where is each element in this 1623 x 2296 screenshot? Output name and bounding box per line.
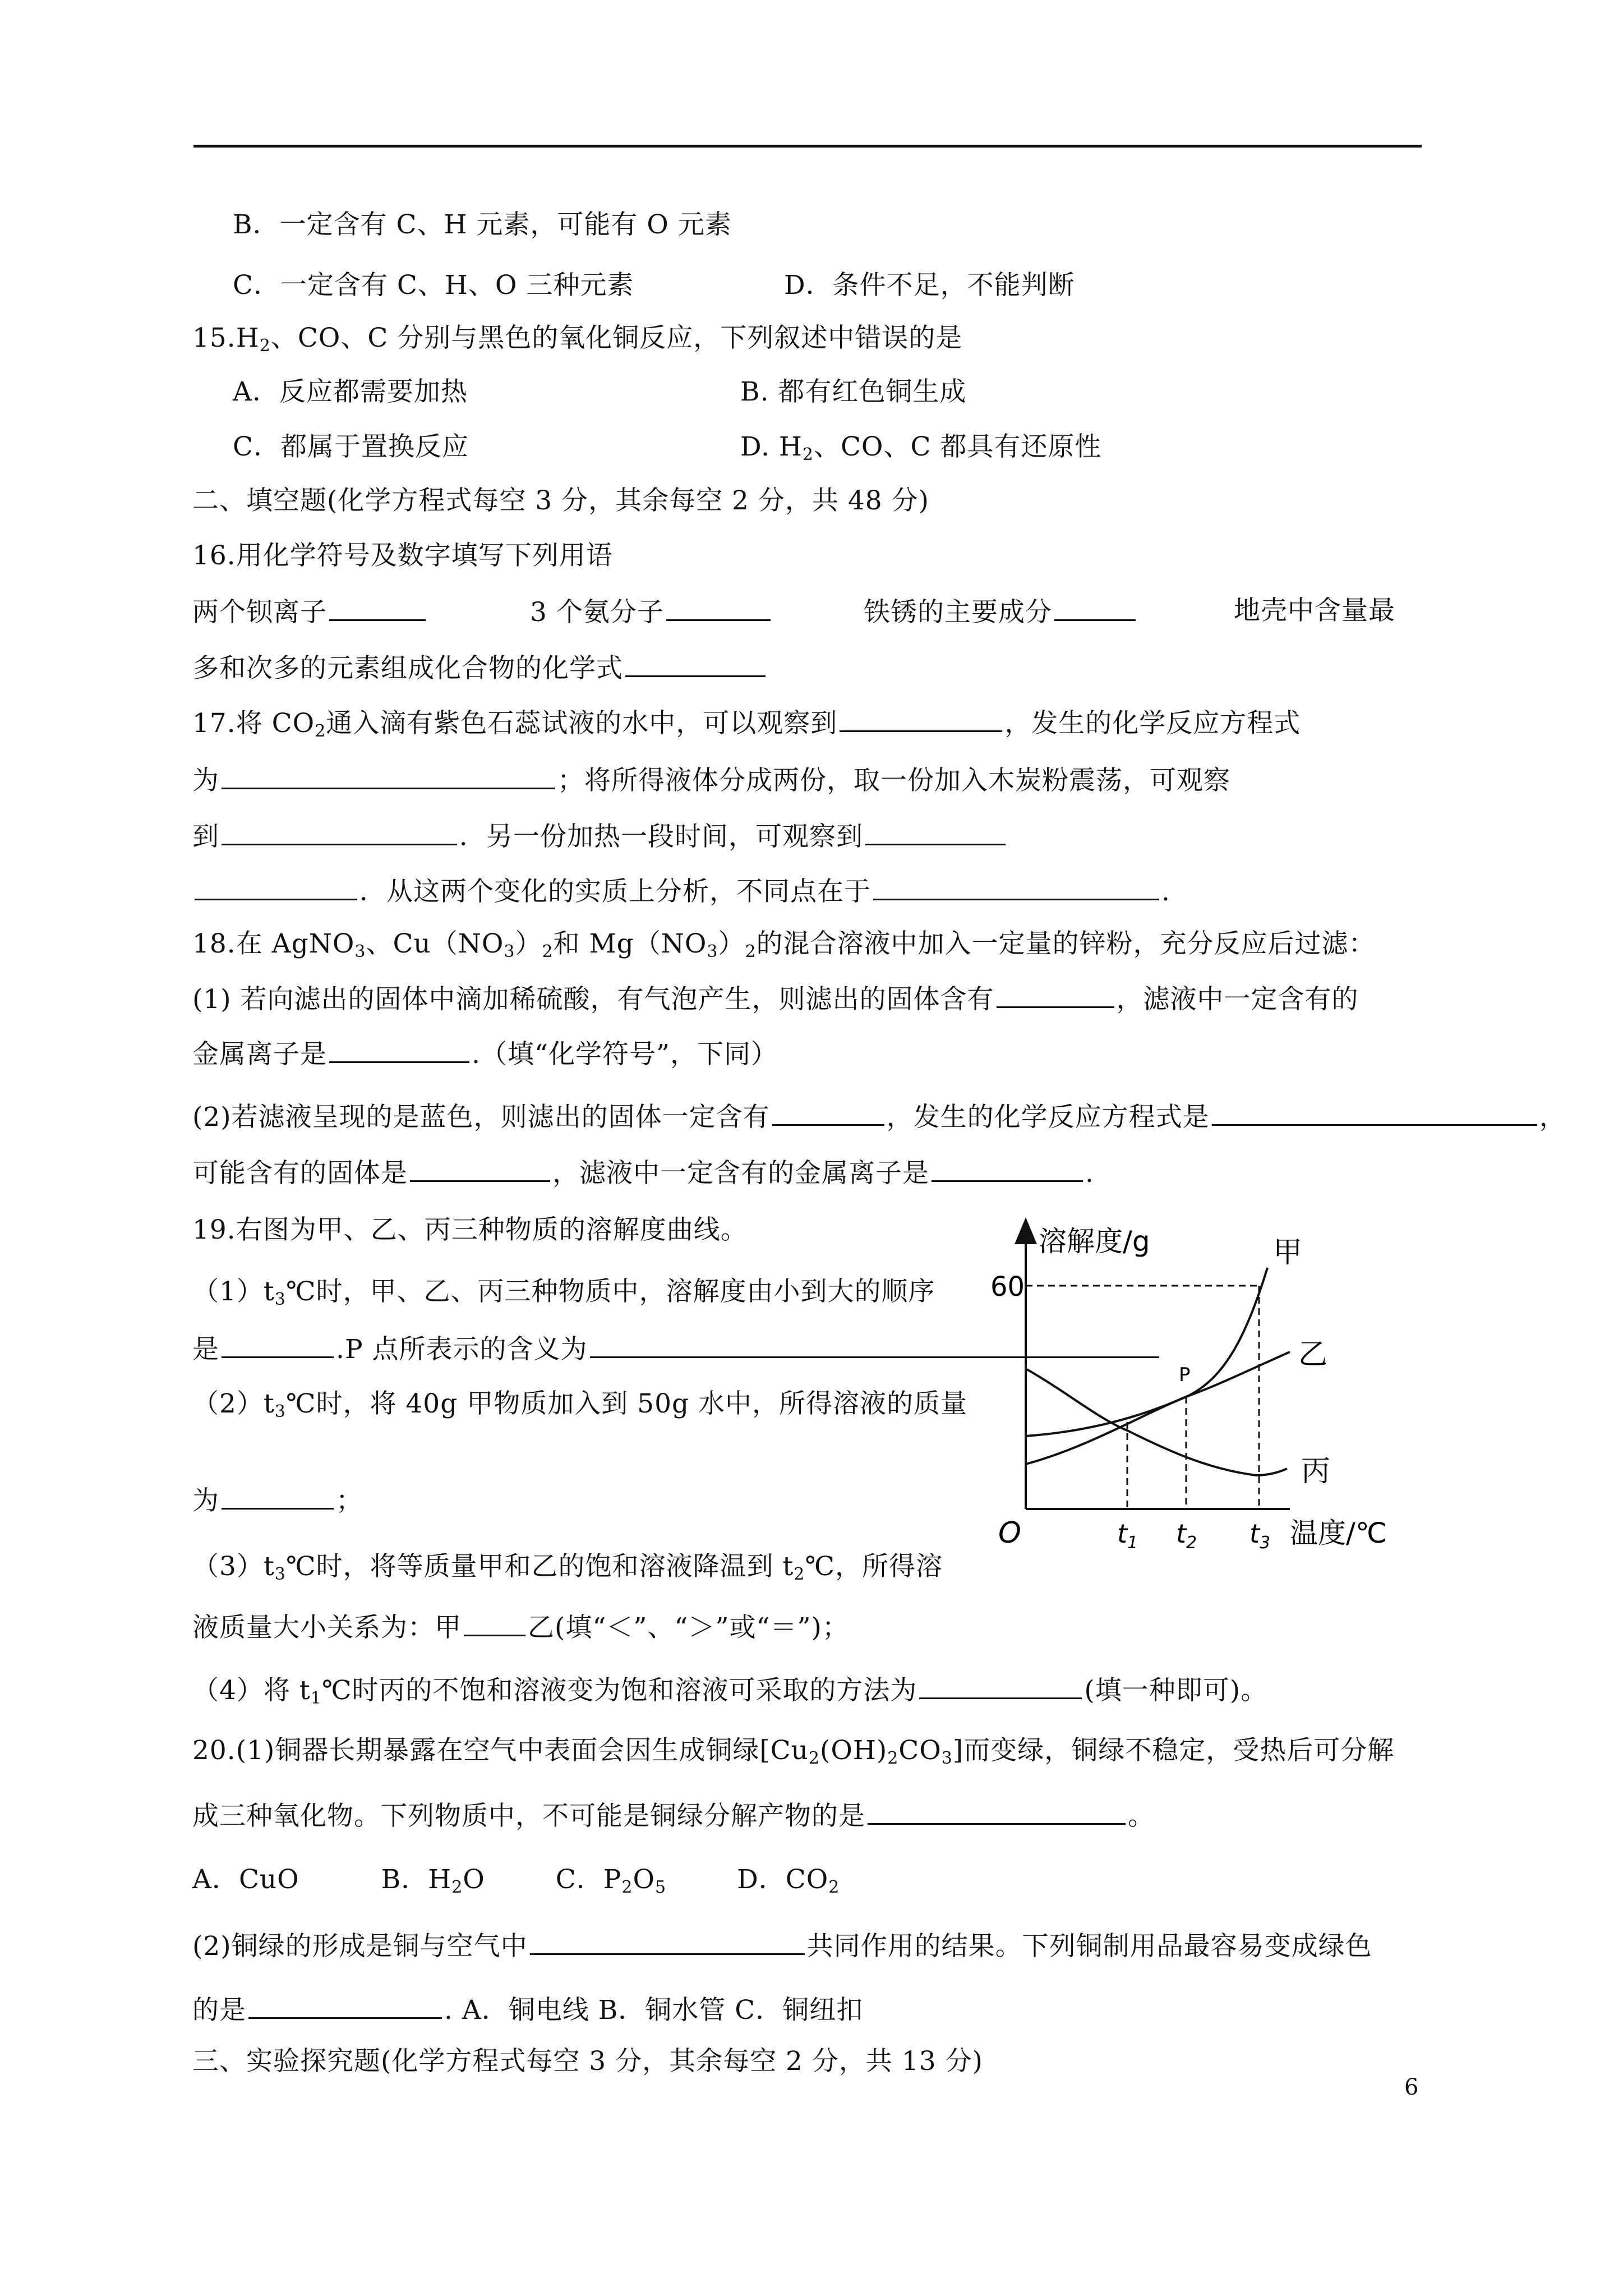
answer-blank[interactable] — [329, 593, 426, 621]
page-number: 6 — [1404, 2074, 1419, 2100]
answer-blank[interactable] — [530, 1927, 805, 1955]
answer-blank[interactable] — [329, 1036, 469, 1063]
q15-option-d: D. $H_2$、CO、C 都具有还原性 — [740, 431, 1102, 464]
q20-options: A．CuO B．$H_2O$ C．$P_2O_5$ D．$CO_2$ — [192, 1864, 840, 1897]
curve-jia — [1026, 1268, 1267, 1436]
answer-blank[interactable] — [222, 818, 457, 845]
solubility-chart — [976, 1212, 1413, 1571]
series-label-bing: 丙 — [1301, 1455, 1331, 1488]
q16-line-2: 多和次多的元素组成化合物的化学式 — [192, 650, 768, 686]
answer-blank[interactable] — [868, 1797, 1126, 1825]
q15-option-c: C．都属于置换反应 — [233, 431, 469, 462]
answer-blank[interactable] — [222, 1482, 334, 1510]
answer-blank[interactable] — [865, 818, 1006, 845]
q17-line-2: 为 ；将所得液体分成两份，取一份加入木炭粉震荡，可观察 — [192, 762, 1230, 798]
q16-item-3: 铁锈的主要成分 — [864, 593, 1138, 630]
header-rule — [193, 145, 1422, 148]
answer-blank[interactable] — [625, 650, 766, 677]
q16-line-1: 两个钡离子 — [192, 593, 428, 630]
q19-part-1-cont: 是 .P 点所表示的含义为 — [192, 1331, 1161, 1367]
q19-part-1: $(1)t_3℃$时，甲、乙、丙三种物质中，溶解度由小到大的顺序 — [192, 1276, 935, 1309]
answer-blank[interactable] — [873, 873, 1159, 900]
q18-part-2: (2)若滤液呈现的是蓝色，则滤出的固体一定含有 ，发生的化学反应方程式是 ， — [192, 1098, 1566, 1135]
answer-blank[interactable] — [464, 1609, 525, 1636]
answer-blank[interactable] — [1054, 593, 1136, 621]
q18-part-2-cont: 可能含有的固体是 ，滤液中一定含有的金属离子是 . — [192, 1154, 1094, 1191]
section-2-heading: 二、填空题(化学方程式每空 3 分，其余每空 2 分，共 48 分) — [192, 485, 929, 516]
q18-part-1: (1) 若向滤出的固体中滴加稀硫酸，有气泡产生，则滤出的固体含有 ，滤液中一定含有的 — [192, 981, 1359, 1017]
series-label-jia: 甲 — [1273, 1236, 1303, 1269]
answer-blank[interactable] — [222, 1331, 334, 1358]
option-c-q14: C．一定含有 C、H、O 三种元素 — [233, 270, 634, 301]
answer-blank[interactable] — [772, 1098, 884, 1126]
q17-line-3: 到 ．另一份加热一段时间，可观察到 — [192, 818, 1008, 854]
question-17: 17.将 $CO_2$通入滴有紫色石蕊试液的水中，可以观察到 ，发生的化学反应方程式 — [192, 705, 1301, 741]
q19-part-2-cont: 为 ； — [192, 1482, 363, 1519]
question-18: 18.在 AgNO$_3$、$Cu(NO_3)_2$和 $Mg(NO_3)_2$的混合溶液中加入一定量的锌粉，充分反应后过滤： — [192, 928, 1376, 961]
answer-blank[interactable] — [997, 981, 1114, 1008]
answer-blank[interactable] — [222, 762, 555, 789]
q15-option-a: A．反应都需要加热 — [233, 376, 468, 407]
q19-part-4: （4）将 $t_1℃$时丙的不饱和溶液变为饱和溶液可采取的方法为 (填一种即可)。 — [192, 1672, 1267, 1708]
x-tick-t3: $t_3$ — [1249, 1519, 1271, 1553]
q16-item-2: 3 个氨分子 — [530, 593, 773, 630]
q20-part-1-cont: 成三种氧化物。下列物质中，不可能是铜绿分解产物的是 。 — [192, 1797, 1155, 1834]
question-19: 19.右图为甲、乙、丙三种物质的溶解度曲线。 — [192, 1214, 748, 1245]
answer-blank[interactable] — [410, 1154, 550, 1182]
x-tick-t2: $t_2$ — [1176, 1519, 1197, 1553]
series-label-yi: 乙 — [1298, 1338, 1328, 1372]
q20-part-2-cont: 的是 . A．铜电线 B．铜水管 C．铜纽扣 — [192, 1991, 863, 2028]
q15-option-b: B. 都有红色铜生成 — [740, 376, 967, 407]
question-16: 16.用化学符号及数字填写下列用语 — [192, 540, 613, 571]
answer-blank[interactable] — [248, 1991, 442, 2019]
q16-item-4: 地壳中含量最 — [1234, 595, 1395, 626]
option-d-q14: D．条件不足，不能判断 — [784, 270, 1075, 301]
y-axis-label: 溶解度/g — [1039, 1225, 1150, 1258]
answer-blank[interactable] — [932, 1154, 1083, 1182]
section-3-heading: 三、实验探究题(化学方程式每空 3 分，其余每空 2 分，共 13 分) — [192, 2046, 983, 2077]
q19-part-3-cont: 液质量大小关系为：甲 乙(填“＜”、“＞”或“＝”)； — [192, 1609, 849, 1645]
point-p-label: P — [1179, 1364, 1191, 1386]
question-15: $15.H_2$、CO、C 分别与黑色的氧化铜反应，下列叙述中错误的是 — [192, 323, 963, 356]
answer-blank[interactable] — [840, 705, 1002, 732]
x-tick-t1: $t_1$ — [1117, 1519, 1138, 1553]
answer-blank[interactable] — [919, 1672, 1082, 1699]
origin-label: O — [998, 1516, 1021, 1550]
answer-blank[interactable] — [195, 873, 357, 900]
x-axis-label: 温度/℃ — [1290, 1517, 1387, 1549]
curve-bing — [1026, 1369, 1287, 1475]
q19-part-3: $(3)t_3℃$时，将等质量甲和乙的饱和溶液降温到 $t_2℃$，所得溶 — [192, 1551, 943, 1584]
q20-part-2: (2)铜绿的形成是铜与空气中 共同作用的结果。下列铜制用品最容易变成绿色 — [192, 1927, 1372, 1964]
q17-line-4: ．从这两个变化的实质上分析，不同点在于 . — [192, 873, 1170, 909]
answer-blank[interactable] — [1212, 1098, 1537, 1126]
option-b-q14: B．一定含有 C、H 元素，可能有 O 元素 — [233, 209, 732, 240]
q19-part-2: $(2)t_3℃$时，将 40g 甲物质加入到 50g 水中，所得溶液的质量 — [192, 1388, 968, 1421]
y-tick-60: 60 — [990, 1271, 1025, 1303]
question-20: 20.(1)铜器长期暴露在空气中表面会因生成铜绿$[Cu_2(OH)_2CO_3]$而变绿，铜绿不稳定，受热后可分解 — [192, 1735, 1395, 1768]
q18-part-1-cont: 金属离子是 .（填“化学符号”，下同） — [192, 1036, 778, 1072]
answer-blank[interactable] — [666, 593, 771, 621]
